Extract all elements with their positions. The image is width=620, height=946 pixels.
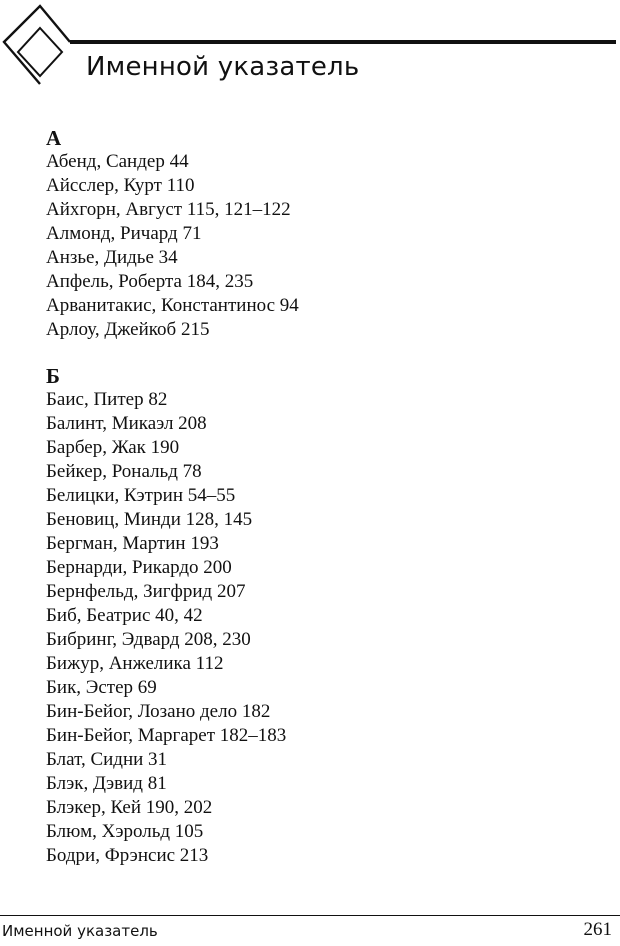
index-entry: Бернарди, Рикардо 200 <box>46 557 232 578</box>
index-entry: Беновиц, Минди 128, 145 <box>46 509 253 530</box>
index-section-b <box>46 364 586 868</box>
index-entry: Апфель, Роберта 184, 235 <box>46 271 254 292</box>
page-number: 261 <box>583 919 612 940</box>
index-entry: Блэкер, Кей 190, 202 <box>46 797 213 818</box>
index-entry: Бижур, Анжелика 112 <box>46 653 224 674</box>
index-entry: Бейкер, Рональд 78 <box>46 461 202 482</box>
name-index <box>46 126 586 890</box>
index-entry: Белицки, Кэтрин 54–55 <box>46 485 236 506</box>
footer-rule <box>0 915 620 916</box>
index-entry: Балинт, Микаэл 208 <box>46 413 207 434</box>
index-entry: Арванитакис, Константинос 94 <box>46 295 299 316</box>
index-entry: Биб, Беатрис 40, 42 <box>46 605 203 626</box>
index-entry: Алмонд, Ричард 71 <box>46 223 202 244</box>
index-entry: Бодри, Фрэнсис 213 <box>46 845 209 866</box>
index-entry: Бибринг, Эдвард 208, 230 <box>46 629 251 650</box>
index-entry: Бергман, Мартин 193 <box>46 533 219 554</box>
index-entry: Бин-Бейог, Маргарет 182–183 <box>46 725 287 746</box>
index-entry: Блат, Сидни 31 <box>46 749 168 770</box>
index-entry: Айхгорн, Август 115, 121–122 <box>46 199 291 220</box>
index-section-a <box>46 126 586 342</box>
section-letter: А <box>46 126 62 150</box>
index-entry: Айсслер, Курт 110 <box>46 175 195 196</box>
header-ornament <box>0 0 620 100</box>
index-entry: Блэк, Дэвид 81 <box>46 773 167 794</box>
index-entry: Бик, Эстер 69 <box>46 677 157 698</box>
index-entry: Баис, Питер 82 <box>46 389 168 410</box>
index-entry: Абенд, Сандер 44 <box>46 151 189 172</box>
section-letter: Б <box>46 364 60 388</box>
index-entry: Анзье, Дидье 34 <box>46 247 178 268</box>
ornament-inner-diamond <box>18 28 62 76</box>
index-entry: Арлоу, Джейкоб 215 <box>46 319 210 340</box>
index-entry: Барбер, Жак 190 <box>46 437 180 458</box>
index-entry: Бин-Бейог, Лозано дело 182 <box>46 701 271 722</box>
page-title: Именной указатель <box>86 52 360 82</box>
running-footer: Именной указатель <box>2 922 158 940</box>
index-entry: Блюм, Хэрольд 105 <box>46 821 204 842</box>
index-entry: Бернфельд, Зигфрид 207 <box>46 581 246 602</box>
